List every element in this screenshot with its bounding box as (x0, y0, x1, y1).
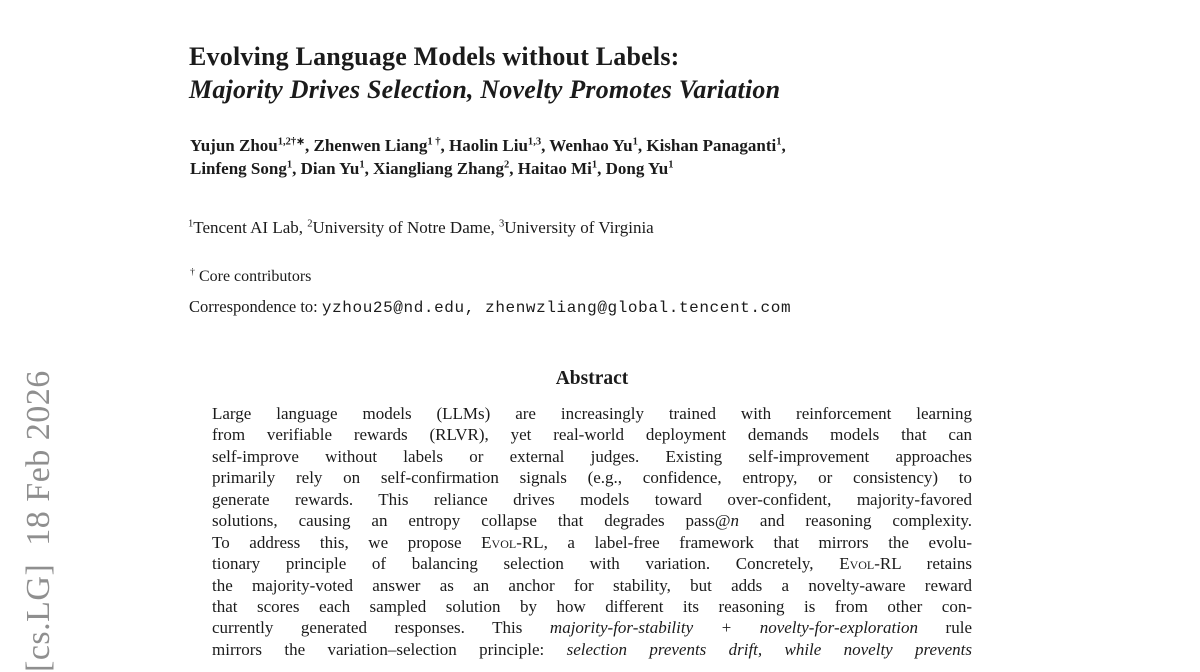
paper-title-line2: Majority Drives Selection, Novelty Promotes Variation (189, 75, 781, 104)
text-segment: solutions, causing an entropy collapse that degrades pass@ (212, 511, 731, 531)
text-segment: Linfeng Song (190, 159, 287, 178)
text-segment: the majority-voted answer as an anchor for stability, but adds a novelty-aware reward (212, 575, 972, 595)
text-segment: Core contributors (194, 268, 312, 285)
text-segment: and reasoning complexity. (739, 511, 973, 531)
text-segment: 1 (776, 136, 782, 148)
abstract-line (212, 575, 972, 596)
text-segment: 2 (503, 159, 510, 171)
text-segment: generate rewards. This reliance drives models toward over-confident, majority-favored (212, 489, 972, 509)
paper-title-line1: Evolving Language Models without Labels: (189, 42, 680, 71)
text-segment: from verifiable rewards (RLVR), yet real-world deployment demands models that can (212, 425, 972, 445)
text-segment: yzhou25@nd.edu, zhenwzliang@global.tencent.com (321, 299, 792, 317)
arxiv-watermark: [cs.LG] 18 Feb 2026 (20, 370, 57, 672)
text-segment: Large language models (LLMs) are increasingly trained with reinforcement learning (212, 404, 972, 423)
text-segment: n (730, 511, 739, 531)
text-segment: Tencent AI Lab, (193, 218, 308, 237)
text-segment: 1 † (427, 136, 441, 148)
text-segment: 1 (286, 159, 293, 171)
text-segment: majority-for-stability + novelty-for-exploration (549, 618, 918, 638)
text-segment: 1 (632, 136, 638, 148)
abstract-line (212, 596, 972, 617)
text-segment: Correspondence to: (189, 297, 322, 316)
text-segment: rule (918, 618, 972, 638)
text-segment: tionary principle of balancing selection with variation. Concretely, (212, 554, 840, 574)
abstract-line (212, 489, 972, 510)
text-segment: , Haitao Mi (509, 159, 592, 178)
abstract-body (212, 403, 972, 660)
text-segment: self-improve without labels or external judges. Existing self-improvement approaches (212, 446, 972, 466)
author-list-line2 (190, 159, 673, 179)
author-list-line1 (190, 136, 786, 156)
text-segment: , Haolin Liu (440, 136, 528, 155)
text-segment: University of Virginia (504, 218, 654, 237)
text-segment: To address this, we propose (212, 532, 482, 552)
text-segment: University of Notre Dame, (312, 218, 500, 237)
affiliations (188, 218, 654, 238)
abstract-line (212, 639, 972, 660)
text-segment: -RL, a label-free framework that mirrors the evolu- (516, 532, 972, 552)
text-segment: , Kishan Panaganti (637, 136, 777, 155)
core-contributors-note (190, 268, 311, 286)
text-segment: that scores each sampled solution by how different its reasoning is from other con- (212, 596, 972, 616)
text-segment: 3 (499, 218, 505, 230)
text-segment: , Xiangliang Zhang (364, 159, 504, 178)
text-segment: , Wenhao Yu (541, 136, 633, 155)
text-segment: † (190, 266, 195, 278)
text-segment: 1 (668, 159, 674, 171)
text-segment: 1,3 (527, 136, 542, 148)
text-segment: currently generated responses. This (212, 618, 550, 638)
text-segment: mirrors the variation–selection principle: (212, 639, 567, 659)
text-segment: , Dong Yu (597, 159, 669, 178)
text-segment: 1 (188, 218, 194, 230)
abstract-line (212, 403, 972, 424)
abstract-heading: Abstract (555, 368, 629, 389)
text-segment: , Zhenwen Liang (305, 136, 428, 155)
text-segment: selection prevents drift, while novelty prevents (566, 639, 972, 659)
text-segment: Yujun Zhou (190, 136, 278, 155)
text-segment: 1 (591, 159, 598, 171)
text-segment: Evol (481, 532, 517, 552)
text-segment: primarily rely on self-confirmation signals (e.g., confidence, entropy, or consistency) to (212, 468, 972, 488)
abstract-line (212, 532, 972, 553)
abstract-line (212, 446, 972, 467)
text-segment: 2 (307, 218, 313, 230)
text-segment: Evol (839, 554, 875, 574)
text-segment: -RL retains (874, 554, 972, 574)
correspondence-line (189, 297, 791, 317)
text-segment: , (781, 136, 786, 155)
abstract-line (212, 510, 972, 531)
abstract-line (212, 424, 972, 445)
abstract-line (212, 553, 972, 574)
text-segment: , Dian Yu (292, 159, 360, 178)
abstract-line (212, 467, 972, 488)
text-segment: 1 (359, 159, 365, 171)
text-segment: 1,2†∗ (277, 136, 306, 148)
abstract-line (212, 617, 972, 638)
